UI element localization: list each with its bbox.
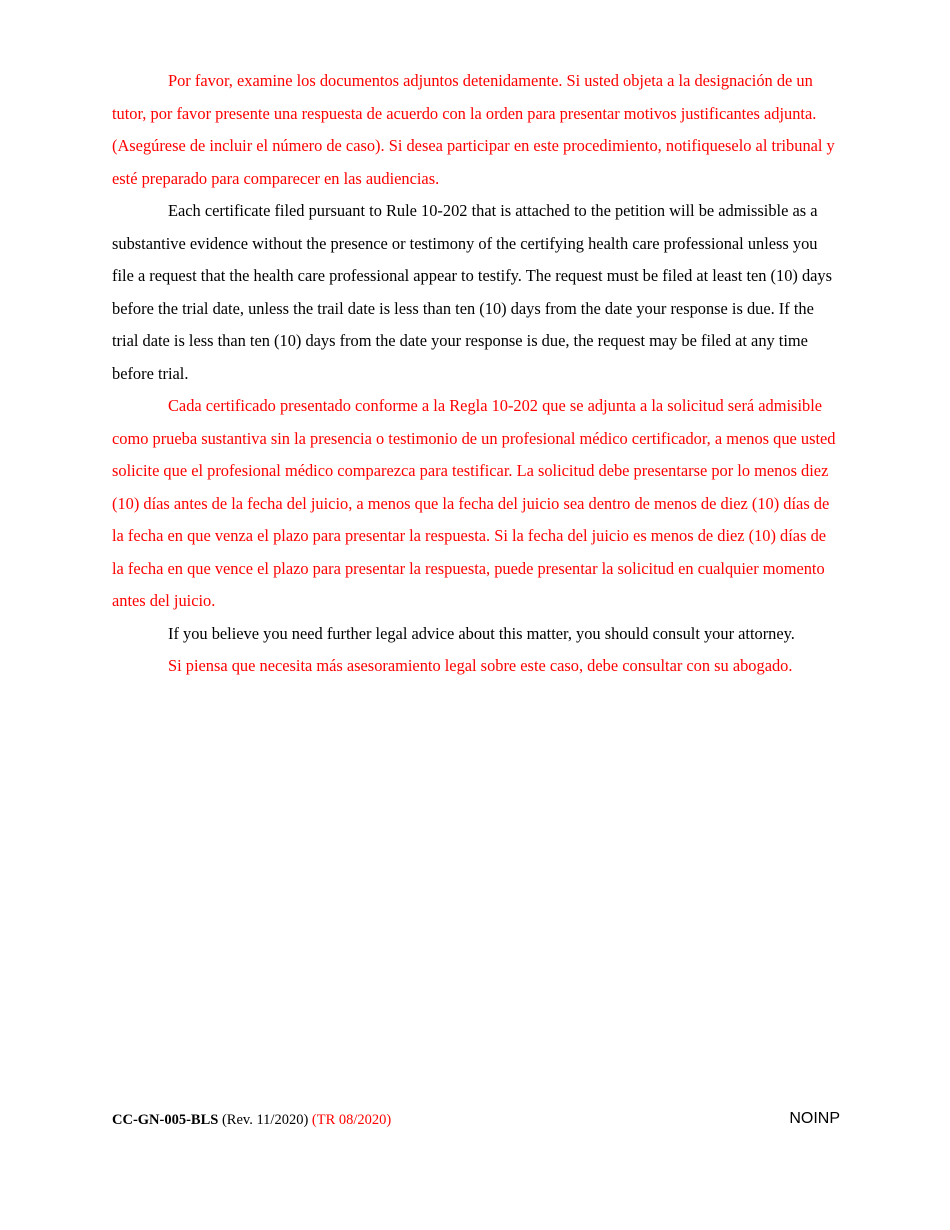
english-paragraph-certificate: Each certificate filed pursuant to Rule 10-202 that is attached to the petition will be admissible as a substantive evidence without the presence or testimony of the certifying health care professional unless you file a request that the health care professional appear to testify. The request must be filed at least ten (10) days before the trial date, unless the trail date is less than ten (10) days from the date your response is due. If the trial date is less than ten (10) days from the date your response is due, the request may be filed at any time before trial. xyxy=(112,201,833,383)
document-id: NOINP xyxy=(789,1110,840,1127)
form-revision: (Rev. 11/2020) xyxy=(221,1112,309,1128)
footer-form-info xyxy=(112,1112,391,1129)
page-footer xyxy=(112,1110,840,1134)
spanish-paragraph-review-documents: Por favor, examine los documentos adjuntos detenidamente. Si usted objeta a la designación de un tutor, por favor presente una respuesta de acuerdo con la orden para presentar motivos justificantes adjunta. (Asegúrese de incluir el número de caso). Si desea participar en este procedimiento, notifiqueselo al tribunal y esté preparado para comparecer en las audiencias. xyxy=(112,71,835,188)
spanish-paragraph-certificate: Cada certificado presentado conforme a la Regla 10-202 que se adjunta a la solicitud será admisible como prueba sustantiva sin la presencia o testimonio de un profesional médico certificador, a menos que usted solicite que el profesional médico comparezca para testificar. La solicitud debe presentarse por lo menos diez (10) días antes de la fecha del juicio, a menos que la fecha del juicio sea dentro de menos de diez (10) días de la fecha en que venza el plazo para presentar la respuesta. Si la fecha del juicio es menos de diez (10) días de la fecha en que vence el plazo para presentar la respuesta, puede presentar la solicitud en cualquier momento antes del juicio. xyxy=(112,396,836,610)
form-code: CC-GN-005-BLS xyxy=(112,1112,219,1128)
translation-revision: (TR 08/2020) xyxy=(311,1112,392,1128)
document-body xyxy=(112,65,840,683)
english-paragraph-legal-advice: If you believe you need further legal advice about this matter, you should consult your attorney. xyxy=(168,623,795,643)
spanish-paragraph-legal-advice: Si piensa que necesita más asesoramiento legal sobre este caso, debe consultar con su abogado. xyxy=(168,656,793,675)
